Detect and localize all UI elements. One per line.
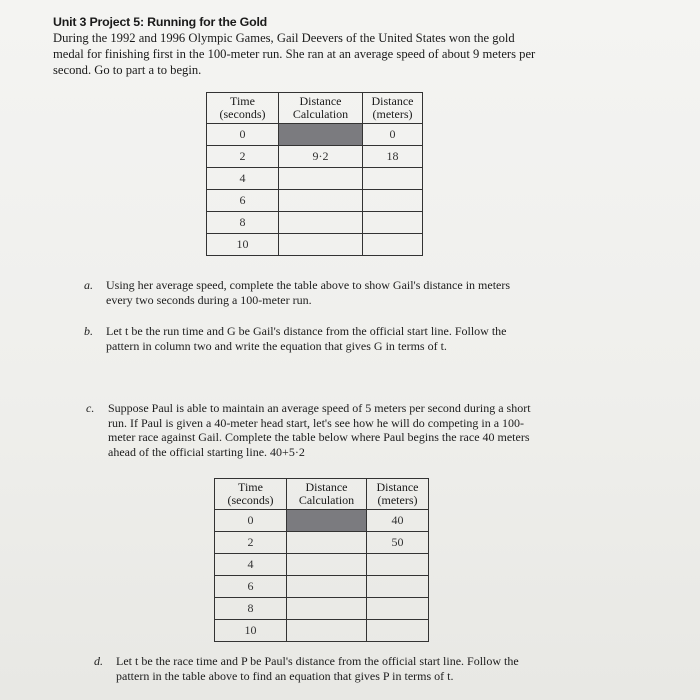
- shaded-calc-cell: [287, 510, 367, 532]
- header-block: [53, 14, 573, 78]
- question-d: [94, 654, 594, 686]
- time-cell: 2: [207, 146, 279, 168]
- question-a: [84, 278, 584, 310]
- table-header-row: [215, 479, 429, 510]
- time-cell: 2: [215, 532, 287, 554]
- intro-line: medal for finishing first in the 100-meter run. She ran at an average speed of about 9 meters per: [53, 47, 536, 61]
- time-cell: 0: [207, 124, 279, 146]
- table-row: [215, 532, 429, 554]
- shaded-calc-cell: [279, 124, 363, 146]
- time-cell: 0: [215, 510, 287, 532]
- table-row: [207, 146, 423, 168]
- calc-cell: [287, 620, 367, 642]
- question-b: [84, 324, 584, 356]
- header-cell-calculation: Distance Calculation: [287, 479, 367, 510]
- distance-cell: [367, 576, 429, 598]
- question-line: meter race against Gail. Complete the table below where Paul begins the race 40 meters: [108, 430, 530, 445]
- question-letter: b.: [84, 324, 93, 338]
- worksheet-title: Unit 3 Project 5: Running for the Gold: [53, 15, 268, 29]
- calc-cell: [279, 234, 363, 256]
- question-line: ahead of the official starting line. 40+5·2: [108, 444, 305, 459]
- gail-distance-table: [206, 92, 423, 256]
- table-row: [207, 234, 423, 256]
- table-row: [207, 168, 423, 190]
- table-header-row: [207, 93, 423, 124]
- calc-cell: [287, 554, 367, 576]
- paul-distance-table: [214, 478, 429, 642]
- distance-cell: 0: [363, 124, 423, 146]
- header-cell-time: Time (seconds): [207, 93, 279, 124]
- calc-cell: [279, 190, 363, 212]
- question-line: Suppose Paul is able to maintain an average speed of 5 meters per second during a short: [108, 401, 531, 415]
- time-cell: 6: [207, 190, 279, 212]
- question-line: run. If Paul is given a 40-meter head start, let's see how he will do competing in a 100-: [108, 415, 525, 430]
- question-letter: d.: [94, 654, 103, 668]
- header-cell-distance: Distance (meters): [363, 93, 423, 124]
- table-row: [215, 510, 429, 532]
- question-line: every two seconds during a 100-meter run.: [106, 292, 312, 307]
- calc-cell: [287, 576, 367, 598]
- calc-cell: [279, 168, 363, 190]
- time-cell: 8: [207, 212, 279, 234]
- question-line: pattern in column two and write the equation that gives G in terms of t.: [106, 338, 447, 353]
- calc-cell: [287, 598, 367, 620]
- distance-cell: 18: [363, 146, 423, 168]
- table-row: [215, 576, 429, 598]
- question-line: pattern in the table above to find an equation that gives P in terms of t.: [116, 668, 454, 683]
- calc-cell: 9·2: [279, 146, 363, 168]
- time-cell: 8: [215, 598, 287, 620]
- header-cell-distance: Distance (meters): [367, 479, 429, 510]
- distance-cell: [367, 598, 429, 620]
- question-letter: c.: [86, 401, 95, 415]
- time-cell: 4: [207, 168, 279, 190]
- time-cell: 10: [207, 234, 279, 256]
- question-letter: a.: [84, 278, 93, 292]
- table-row: [215, 620, 429, 642]
- distance-cell: [363, 168, 423, 190]
- distance-cell: [363, 212, 423, 234]
- table-row: [207, 190, 423, 212]
- calc-cell: [287, 532, 367, 554]
- intro-line: second. Go to part a to begin.: [53, 63, 202, 77]
- time-cell: 4: [215, 554, 287, 576]
- header-cell-calculation: Distance Calculation: [279, 93, 363, 124]
- distance-cell: 50: [367, 532, 429, 554]
- question-c: [86, 401, 586, 463]
- distance-cell: [363, 234, 423, 256]
- distance-cell: 40: [367, 510, 429, 532]
- distance-cell: [367, 620, 429, 642]
- distance-cell: [363, 190, 423, 212]
- question-line: Using her average speed, complete the table above to show Gail's distance in meters: [106, 278, 511, 292]
- distance-cell: [367, 554, 429, 576]
- header-cell-time: Time (seconds): [215, 479, 287, 510]
- table-row: [215, 598, 429, 620]
- calc-cell: [279, 212, 363, 234]
- table-row: [215, 554, 429, 576]
- time-cell: 10: [215, 620, 287, 642]
- intro-line: During the 1992 and 1996 Olympic Games, Gail Deevers of the United States won the gold: [53, 31, 515, 45]
- table-row: [207, 124, 423, 146]
- table-row: [207, 212, 423, 234]
- time-cell: 6: [215, 576, 287, 598]
- question-line: Let t be the run time and G be Gail's distance from the official start line. Follow the: [106, 324, 507, 338]
- question-line: Let t be the race time and P be Paul's distance from the official start line. Follow the: [116, 654, 519, 668]
